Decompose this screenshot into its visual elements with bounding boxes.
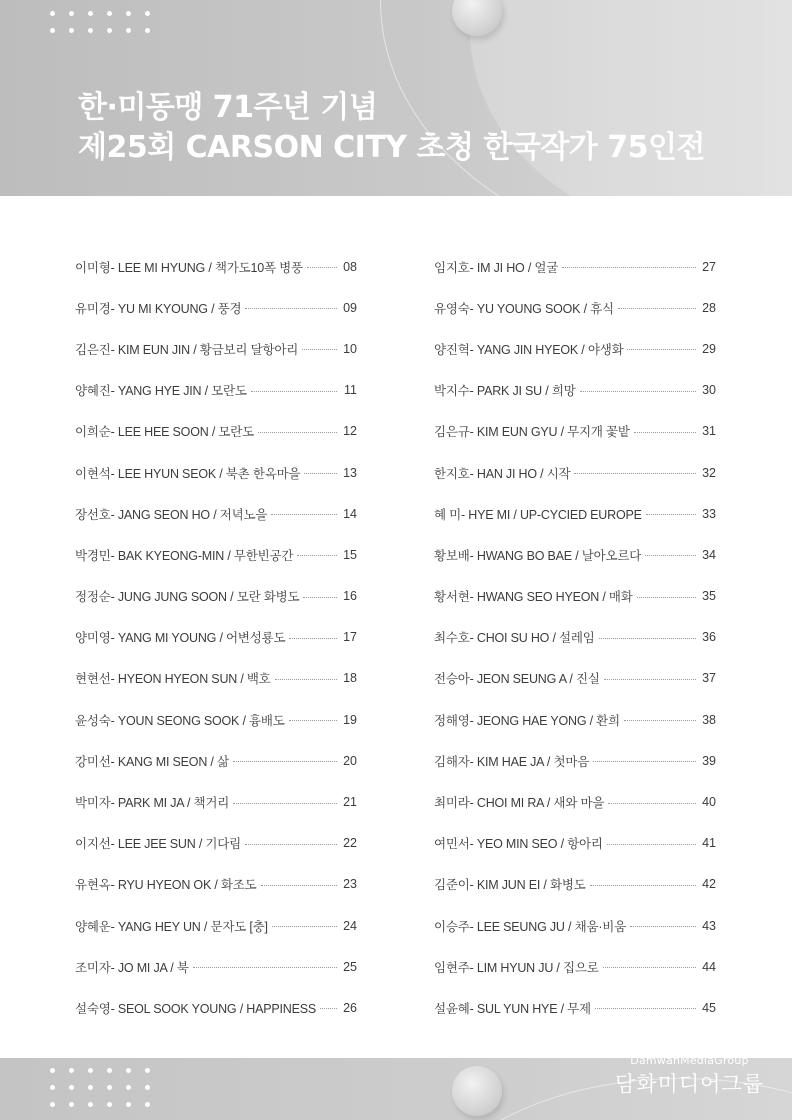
entry-page: 45 xyxy=(702,1000,716,1015)
dot-leader xyxy=(307,267,337,268)
dot-leader xyxy=(303,597,337,598)
dot-pattern xyxy=(50,11,153,33)
entry-name: 이미형- LEE MI HYUNG / 책가도10폭 병풍 xyxy=(75,260,303,275)
dot-leader xyxy=(289,638,337,639)
dot-leader xyxy=(272,926,337,927)
entry-name: 양혜운- YANG HEY UN / 문자도 [충] xyxy=(75,919,268,934)
dot-leader xyxy=(646,514,696,515)
toc-entry[interactable] xyxy=(434,781,716,822)
dot-leader xyxy=(590,885,696,886)
entry-page: 27 xyxy=(702,259,716,274)
entry-page: 25 xyxy=(343,959,357,974)
dot-leader xyxy=(630,926,696,927)
toc-entry[interactable] xyxy=(75,370,357,411)
dot-leader xyxy=(251,391,337,392)
toc-entry[interactable] xyxy=(434,617,716,658)
toc-entry[interactable] xyxy=(75,864,357,905)
toc-entry[interactable] xyxy=(434,411,716,452)
toc-entry[interactable] xyxy=(434,987,716,1028)
entry-page: 23 xyxy=(343,877,357,892)
dot-leader xyxy=(193,967,337,968)
entry-page: 35 xyxy=(702,589,716,604)
entry-name: 임지호- IM JI HO / 얼굴 xyxy=(434,260,559,275)
dot-leader xyxy=(233,761,337,762)
entry-name: 유미경- YU MI KYOUNG / 풍경 xyxy=(75,301,242,316)
toc-entry[interactable] xyxy=(434,946,716,987)
entry-name: 장선호- JANG SEON HO / 저녁노을 xyxy=(75,507,268,522)
toc-entry[interactable] xyxy=(434,864,716,905)
entry-name: 정정순- JUNG JUNG SOON / 모란 화병도 xyxy=(75,590,300,605)
entry-name: 이희순- LEE HEE SOON / 모란도 xyxy=(75,425,254,440)
dot-leader xyxy=(645,555,696,556)
entry-name: 양진혁- YANG JIN HYEOK / 야생화 xyxy=(434,342,624,357)
toc-entry[interactable] xyxy=(434,452,716,493)
toc-entry[interactable] xyxy=(75,946,357,987)
dot-leader xyxy=(302,349,337,350)
dot-leader xyxy=(627,349,696,350)
entry-page: 18 xyxy=(343,671,357,686)
entry-name: 박지수- PARK JI SU / 희망 xyxy=(434,384,576,399)
dot-leader xyxy=(618,308,696,309)
toc-entry[interactable] xyxy=(434,534,716,575)
entry-name: 황보배- HWANG BO BAE / 날아오르다 xyxy=(434,548,642,563)
dot-leader xyxy=(261,885,337,886)
entry-page: 30 xyxy=(702,383,716,398)
dot-leader xyxy=(607,844,696,845)
dot-leader xyxy=(297,555,337,556)
dot-leader xyxy=(233,803,337,804)
contents-column-left xyxy=(75,246,357,1029)
entry-name: 김은규- KIM EUN GYU / 무지개 꽃밭 xyxy=(434,425,630,440)
entry-page: 38 xyxy=(702,712,716,727)
dot-leader xyxy=(245,844,337,845)
toc-entry[interactable] xyxy=(75,987,357,1028)
entry-page: 34 xyxy=(702,547,716,562)
title-line-2: 제25회 CARSON CITY 초청 한국작가 75인전 xyxy=(78,130,705,165)
entry-page: 28 xyxy=(702,300,716,315)
entry-page: 14 xyxy=(343,506,357,521)
toc-entry[interactable] xyxy=(75,658,357,699)
entry-page: 31 xyxy=(702,424,716,439)
dot-leader xyxy=(593,761,696,762)
entry-name: 이지선- LEE JEE SUN / 기다림 xyxy=(75,837,241,852)
entry-name: 조미자- JO MI JA / 북 xyxy=(75,960,189,975)
entry-name: 양미영- YANG MI YOUNG / 어변성룡도 xyxy=(75,631,286,646)
entry-page: 21 xyxy=(343,795,357,810)
entry-page: 43 xyxy=(702,918,716,933)
toc-entry[interactable] xyxy=(434,740,716,781)
toc-entry[interactable] xyxy=(434,658,716,699)
dot-leader xyxy=(608,803,696,804)
logo-english: DamwahMediaGroup xyxy=(630,1054,749,1067)
entry-name: 유현옥- RYU HYEON OK / 화조도 xyxy=(75,878,257,893)
dot-leader xyxy=(275,679,337,680)
entry-name: 한지호- HAN JI HO / 시작 xyxy=(434,466,571,481)
entry-page: 42 xyxy=(702,877,716,892)
entry-page: 32 xyxy=(702,465,716,480)
dot-leader xyxy=(562,267,696,268)
dot-leader xyxy=(304,473,337,474)
toc-entry[interactable] xyxy=(75,452,357,493)
entry-page: 15 xyxy=(343,547,357,562)
entry-page: 08 xyxy=(343,259,357,274)
toc-entry[interactable] xyxy=(75,411,357,452)
entry-page: 29 xyxy=(702,341,716,356)
entry-page: 40 xyxy=(702,795,716,810)
entry-page: 19 xyxy=(343,712,357,727)
entry-name: 현현선- HYEON HYEON SUN / 백호 xyxy=(75,672,271,687)
entry-name: 박경민- BAK KYEONG-MIN / 무한빈공간 xyxy=(75,548,294,563)
toc-entry[interactable] xyxy=(75,576,357,617)
entry-page: 10 xyxy=(343,341,357,356)
contents-column-right xyxy=(434,246,716,1029)
entry-page: 33 xyxy=(702,506,716,521)
entry-page: 20 xyxy=(343,753,357,768)
toc-entry[interactable] xyxy=(434,370,716,411)
dot-leader xyxy=(289,720,337,721)
dot-leader xyxy=(624,720,696,721)
toc-entry[interactable] xyxy=(434,287,716,328)
toc-entry[interactable] xyxy=(75,699,357,740)
dot-leader xyxy=(634,432,696,433)
entry-page: 41 xyxy=(702,836,716,851)
entry-page: 22 xyxy=(343,836,357,851)
entry-page: 26 xyxy=(343,1000,357,1015)
entry-name: 윤성숙- YOUN SEONG SOOK / 흉배도 xyxy=(75,713,285,728)
entry-name: 박미자- PARK MI JA / 책거리 xyxy=(75,796,230,811)
entry-name: 김준이- KIM JUN EI / 화병도 xyxy=(434,878,586,893)
dot-leader xyxy=(637,597,696,598)
entry-page: 39 xyxy=(702,753,716,768)
entry-name: 최미라- CHOI MI RA / 새와 마을 xyxy=(434,796,605,811)
entry-name: 김은진- KIM EUN JIN / 황금보리 달항아리 xyxy=(75,342,299,357)
toc-entry[interactable] xyxy=(434,328,716,369)
dot-pattern xyxy=(50,1068,153,1107)
dot-leader xyxy=(580,391,696,392)
entry-name: 황서현- HWANG SEO HYEON / 매화 xyxy=(434,590,633,605)
toc-entry[interactable] xyxy=(75,287,357,328)
entry-name: 설윤혜- SUL YUN HYE / 무제 xyxy=(434,1001,591,1016)
toc-entry[interactable] xyxy=(75,823,357,864)
header-banner xyxy=(0,0,792,196)
toc-entry[interactable] xyxy=(434,493,716,534)
entry-page: 24 xyxy=(343,918,357,933)
entry-page: 36 xyxy=(702,630,716,645)
toc-entry[interactable] xyxy=(75,781,357,822)
entry-name: 여민서- YEO MIN SEO / 항아리 xyxy=(434,837,603,852)
toc-entry[interactable] xyxy=(434,699,716,740)
dot-leader xyxy=(320,1008,337,1009)
entry-name: 이현석- LEE HYUN SEOK / 북촌 한옥마을 xyxy=(75,466,301,481)
entry-name: 양혜진- YANG HYE JIN / 모란도 xyxy=(75,384,247,399)
dot-leader xyxy=(271,514,337,515)
dot-leader xyxy=(603,967,696,968)
entry-page: 11 xyxy=(344,383,357,398)
toc-entry[interactable] xyxy=(434,905,716,946)
toc-entry[interactable] xyxy=(75,617,357,658)
entry-name: 전승아- JEON SEUNG A / 진실 xyxy=(434,672,600,687)
decorative-sphere xyxy=(452,1066,502,1116)
entry-page: 13 xyxy=(343,465,357,480)
entry-name: 설숙영- SEOL SOOK YOUNG / HAPPINESS xyxy=(75,1001,316,1016)
dot-leader xyxy=(604,679,696,680)
toc-entry[interactable] xyxy=(75,740,357,781)
entry-page: 16 xyxy=(343,589,357,604)
dot-leader xyxy=(595,1008,696,1009)
entry-name: 최수호- CHOI SU HO / 설레임 xyxy=(434,631,595,646)
entry-page: 37 xyxy=(702,671,716,686)
entry-name: 김해자- KIM HAE JA / 첫마음 xyxy=(434,754,590,769)
entry-name: 강미선- KANG MI SEON / 삶 xyxy=(75,754,229,769)
toc-entry[interactable] xyxy=(75,905,357,946)
toc-entry[interactable] xyxy=(75,534,357,575)
entry-page: 17 xyxy=(343,630,357,645)
entry-name: 임현주- LIM HYUN JU / 집으로 xyxy=(434,960,599,975)
dot-leader xyxy=(258,432,337,433)
title-line-1: 한·미동맹 71주년 기념 xyxy=(78,90,378,125)
toc-entry[interactable] xyxy=(434,246,716,287)
entry-name: 유영숙- YU YOUNG SOOK / 휴식 xyxy=(434,301,614,316)
logo-korean: 담화미디어그룹 xyxy=(614,1072,764,1096)
dot-leader xyxy=(245,308,337,309)
toc-entry[interactable] xyxy=(75,246,357,287)
toc-entry[interactable] xyxy=(75,328,357,369)
toc-entry[interactable] xyxy=(434,576,716,617)
toc-entry[interactable] xyxy=(434,823,716,864)
publisher-logo xyxy=(615,1054,764,1098)
entry-name: 이승주- LEE SEUNG JU / 채움·비움 xyxy=(434,919,627,934)
entry-page: 12 xyxy=(343,424,357,439)
entry-name: 혜 미- HYE MI / UP-CYCIED EUROPE xyxy=(434,507,642,522)
entry-name: 정해영- JEONG HAE YONG / 환희 xyxy=(434,713,620,728)
page-title xyxy=(78,88,705,168)
toc-entry[interactable] xyxy=(75,493,357,534)
entry-page: 09 xyxy=(343,300,357,315)
dot-leader xyxy=(599,638,696,639)
dot-leader xyxy=(574,473,696,474)
entry-page: 44 xyxy=(702,959,716,974)
